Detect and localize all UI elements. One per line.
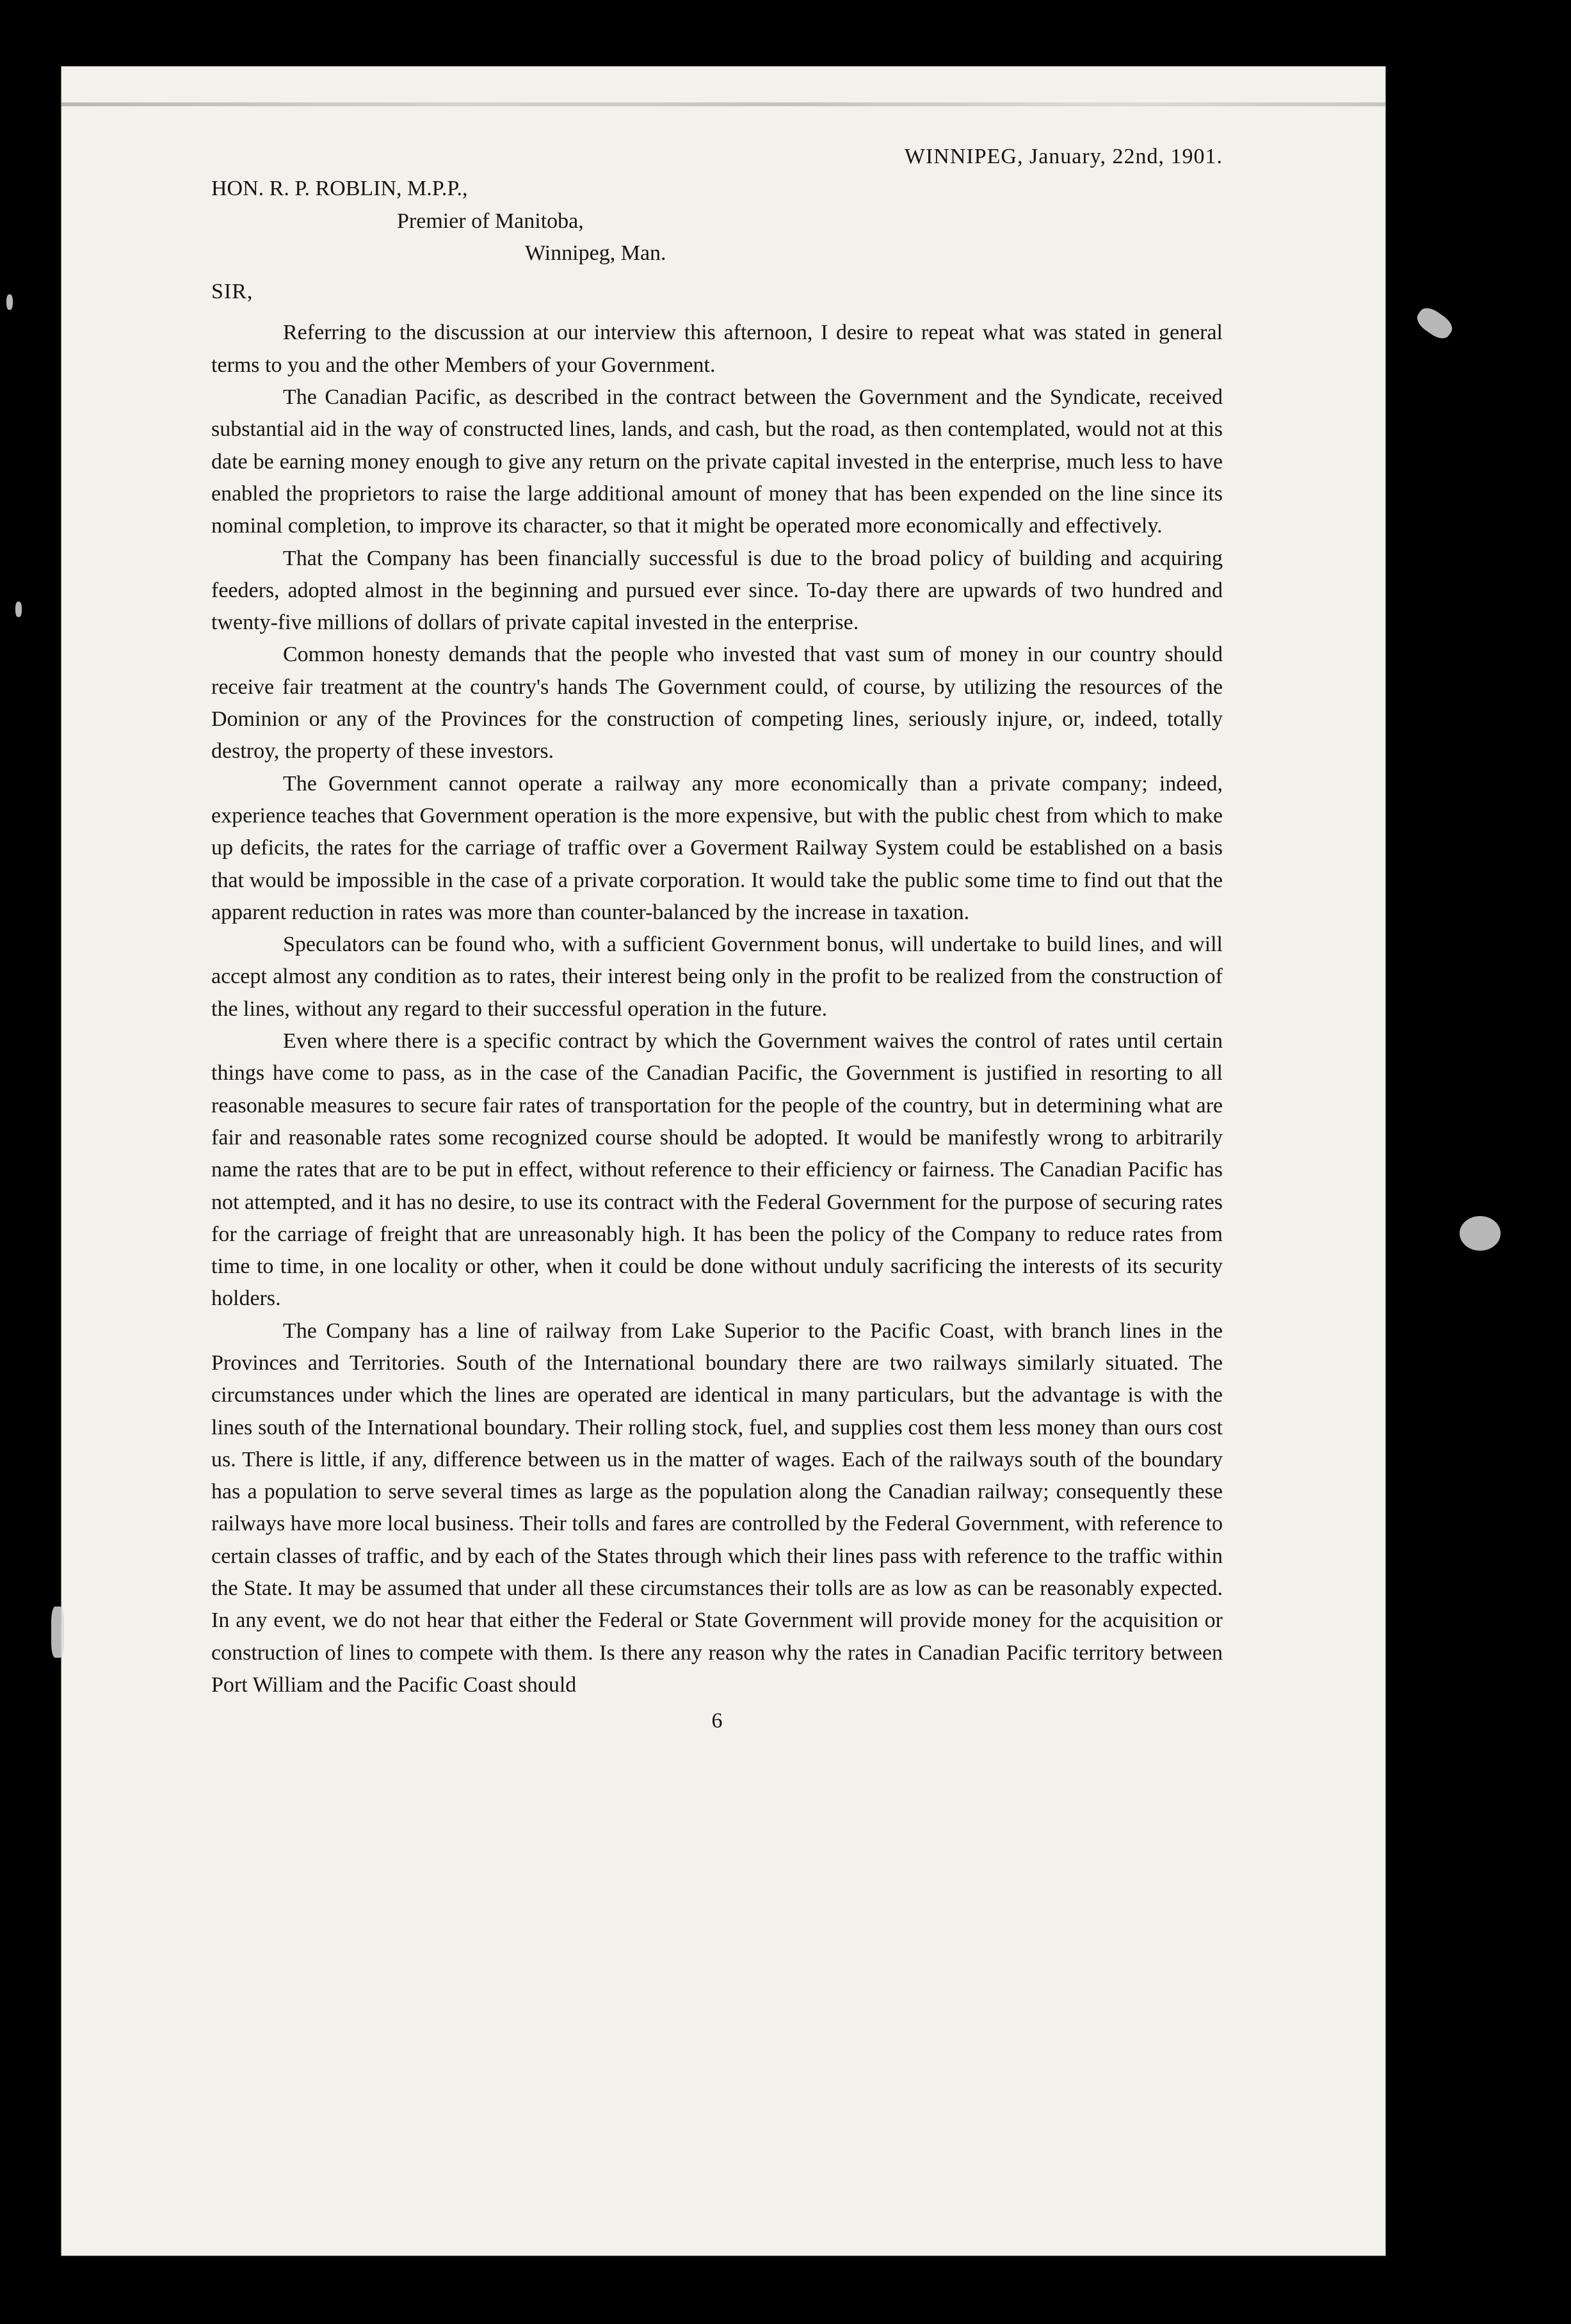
dateline: WINNIPEG, January, 22nd, 1901. [904,145,1223,168]
paragraph: Common honesty demands that the people who invested that vast sum of money in our country should receive fair treatment at the country's hands The Government could, of course, by utilizing the resources of the Dominion or any of the Provinces for the construction of competing lines, seriously injure, or, indeed, totally destroy, the property of these investors. [211,643,1223,764]
paragraph: Referring to the discussion at our interview this afternoon, I desire to repeat what was stated in general terms to you and the other Members of your Government. [211,321,1223,377]
sheet-top-edge [61,102,1385,106]
scan-blemish [1413,303,1456,342]
address-line: Winnipeg, Man. [525,241,666,265]
paragraph: Speculators can be found who, with a sufficient Government bonus, will undertake to build lines, and will accept almost any condition as to rates, their interest being only in the profit to be realized from the construction of the lines, without any regard to their successful operation in the future. [211,933,1223,1021]
scan-blemish [15,602,22,617]
letter-body [211,122,1223,2253]
paragraph: Even where there is a specific contract by which the Government waives the control of rates until certain things have come to pass, as in the case of the Canadian Pacific, the Government is justified in resorting to all reasonable measures to secure fair rates of transportation for the people of the country, but in determining what are fair and reasonable rates some recognized course should be adopted. It would be manifestly wrong to arbitrarily name the rates that are to be put in effect, without reference to their efficiency or fairness. The Canadian Pacific has not attempted, and it has no desire, to use its contract with the Federal Government for the purpose of securing rates for the carriage of freight that are unreasonably high. It has been the policy of the Company to reduce rates from time to time, in one locality or other, when it could be done without unduly sacrificing the interests of its security holders. [211,1029,1223,1311]
scan-blemish [51,1607,64,1658]
address-line: HON. R. P. ROBLIN, M.P.P., [211,177,468,201]
paragraph: The Government cannot operate a railway any more economically than a private company; indeed, experience teaches that Government operation is the more expensive, but with the public chest from which to make up deficits, the rates for the carriage of traffic over a Goverment Railway System could be established on a basis that would be impossible in the case of a private corporation. It would take the public some time to find out that the apparent reduction in rates was more than counter-balanced by the increase in taxation. [211,771,1223,924]
paragraph: That the Company has been financially successful is due to the broad policy of building and acquiring feeders, adopted almost in the beginning and pursued ever since. To-day there are upwards of two hundred and twenty-five millions of dollars of private capital invested in the enterprise. [211,546,1223,635]
address-line: Premier of Manitoba, [397,209,584,233]
recipient-address [211,173,1223,269]
salutation: SIR, [211,280,254,304]
paragraph: The Company has a line of railway from Lake Superior to the Pacific Coast, with branch lines in the Provinces and Territories. South of the International boundary there are two railways similarly situated. The circumstances under which the lines are operated are identical in many particulars, but the advantage is with the lines south of the International boundary. Their rolling stock, fuel, and supplies cost them less money than ours cost us. There is little, if any, difference between us in the matter of wages. Each of the railways south of the boundary has a population to serve several times as large as the population along the Canadian railway; consequently these railways have more local business. Their tolls and fares are controlled by the Federal Government, with reference to certain classes of traffic, and by each of the States through which their lines pass with reference to the traffic within the State. It may be assumed that under all these circumstances their tolls are as low as can be reasonably expected. In any event, we do not hear that either the Federal or State Government will provide money for the acquisition or construction of lines to compete with them. Is there any reason why the rates in Canadian Pacific territory between Port William and the Pacific Coast should [211,1318,1223,1697]
paragraph: The Canadian Pacific, as described in the contract between the Government and the Syndicate, received substantial aid in the way of constructed lines, lands, and cash, but the road, as then contemplated, would not at this date be earning money enough to give any return on the private capital invested in the enterprise, much less to have enabled the proprietors to raise the large additional amount of money that has been expended on the line since its nominal completion, to improve its character, so that it might be operated more economically and effectively. [211,385,1223,538]
scan-blemish [1460,1216,1501,1251]
scan-blemish [6,294,13,310]
page-number: 6 [711,1709,723,1733]
